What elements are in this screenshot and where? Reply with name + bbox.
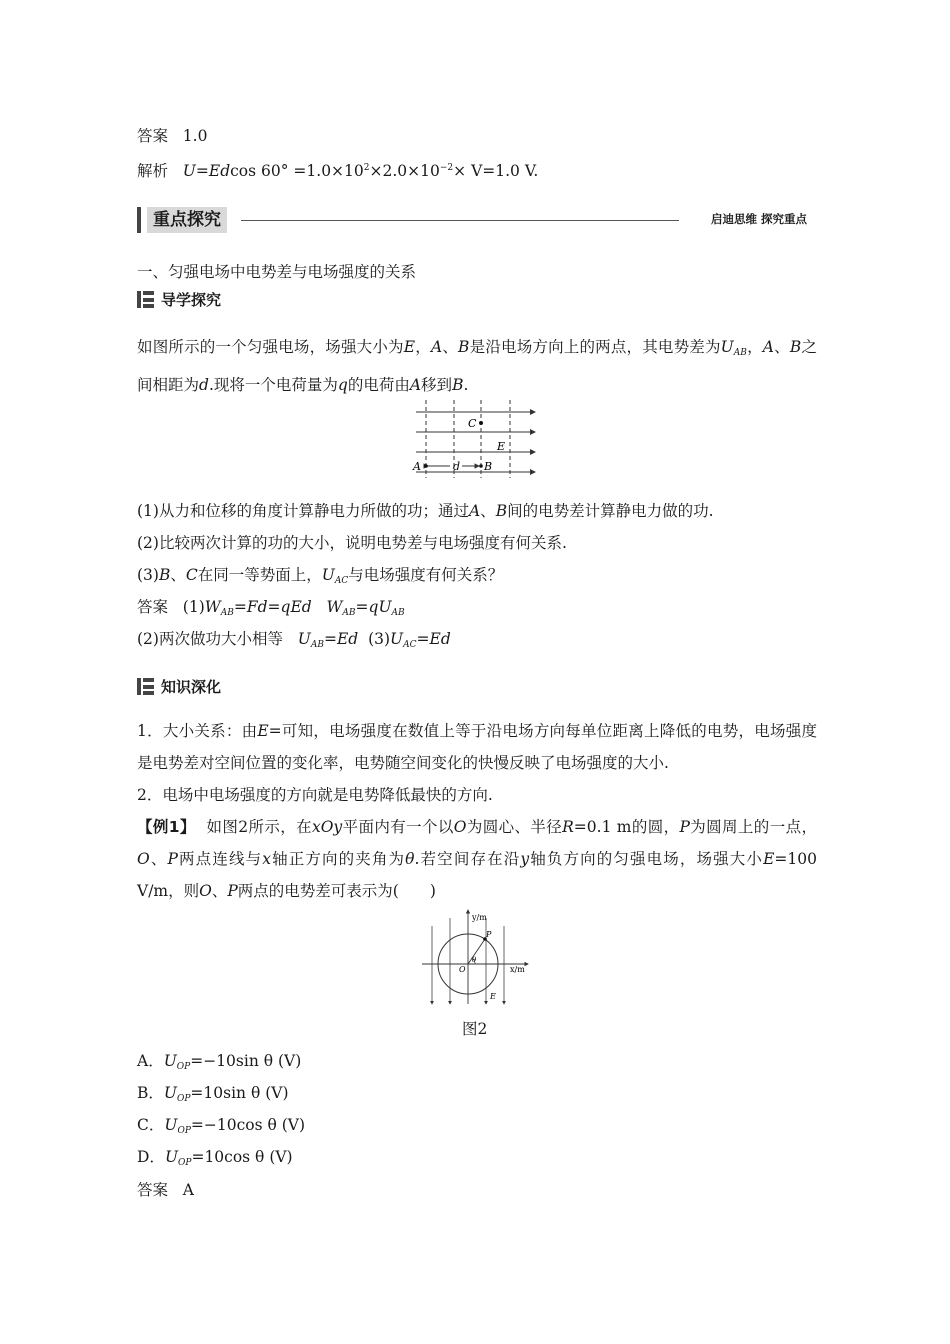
answer-value: 1.0 [182,127,208,145]
analysis-line [137,158,538,181]
analysis-expm2: −2 [439,163,454,173]
section-rule [241,220,679,221]
answer-line-2: 答案 $(1)W_{AB}=Fd=qEd$ $W_{AB}=qU_{AB}$ [137,598,405,618]
option-a[interactable]: A．$U_{OP}=-10\sin$ θ (V) [137,1052,302,1072]
analysis-exp2: 2 [363,163,370,173]
fig2-ylabel: y/m [472,913,487,922]
section-tagline: 启迪思维 探究重点 [710,212,807,226]
figure-2-caption: 图2 [462,1020,488,1038]
analysis-eq: = [195,162,209,180]
fig2-label-o: O [459,965,466,974]
section-marker [137,207,141,233]
topic-heading: 一、匀强电场中电势差与电场强度的关系 [137,263,417,281]
fig1-label-d: d [453,460,461,473]
answer-label: 答案 [137,127,169,145]
analysis-u: U [182,162,196,180]
question-1: (1)从力和位移的角度计算静电力所做的功；通过A、B间的电势差计算静电力做的功. [137,502,714,520]
subheading-text: 知识深化 [161,678,222,696]
analysis-cos: cos 60° =1.0×10 [230,162,364,180]
option-c[interactable]: C．$U_{OP}=-10\cos$ θ (V) [137,1116,306,1136]
fig2-xlabel: x/m [510,965,525,974]
option-d[interactable]: D．$U_{OP}=10\cos$ θ (V) [137,1148,293,1168]
fig1-label-a: A [413,460,421,473]
figure-uniform-field [410,398,540,478]
question-2: (2)比较两次计算的功的大小，说明电势差与电场强度有何关系. [137,534,567,552]
fig1-label-e: E [497,440,506,453]
answer-line-3: (2)两次做功大小相等 $U_{AB}=Ed$ $(3)U_{AC}=Ed$ [137,630,451,650]
analysis-mid: ×2.0×10 [369,162,440,180]
option-b[interactable]: B．$U_{OP}=10\sin$ θ (V) [137,1084,289,1104]
knowledge-point-1: 1．大小关系：由E=可知，电场强度在数值上等于沿电场方向每单位距离上降低的电势，电场强度是电势差对空间位置的变化率，电势随空间变化的快慢反映了电场强度的大小. [137,722,817,772]
analysis-tail: × V=1.0 V. [453,162,539,180]
analysis-ed: Ed [208,162,231,180]
fig2-label-theta: θ [472,956,477,964]
question-3: (3)B、C在同一等势面上，$U_{AC}$与电场强度有何关系？ [137,566,504,586]
analysis-label: 解析 [137,162,169,180]
example-1-stem: 【例1】 如图2所示，在xOy平面内有一个以O为圆心、半径R=0.1 m的圆，P为圆周上的一点，O、P两点连线与x轴正方向的夹角为θ.若空间存在沿y轴负方向的匀强电场，场强大小E=100 V/m，则O、P两点的电势差可表示为( ) [137,818,817,900]
answer-line-1 [137,126,207,146]
subheading-text: 导学探究 [161,291,222,309]
knowledge-point-2: 2．电场中电场强度的方向就是电势降低最快的方向. [137,786,493,804]
figure-2-circle-field [420,906,532,1010]
intro-paragraph: 如图所示的一个匀强电场，场强大小为E，A、B是沿电场方向上的两点，其电势差为$U_{AB}$，A、B之间相距为d.现将一个电荷量为q的电荷由A移到B. [137,338,817,394]
section-title: 重点探究 [147,207,227,233]
final-answer: 答案 A [137,1181,194,1199]
fig2-label-p: P [486,930,492,939]
fig1-label-b: B [484,460,493,473]
fig1-label-c: C [468,417,477,430]
section-header [137,207,807,235]
subheading-icon [137,291,154,308]
subheading-icon [137,678,154,695]
fig2-label-e: E [490,992,496,1001]
